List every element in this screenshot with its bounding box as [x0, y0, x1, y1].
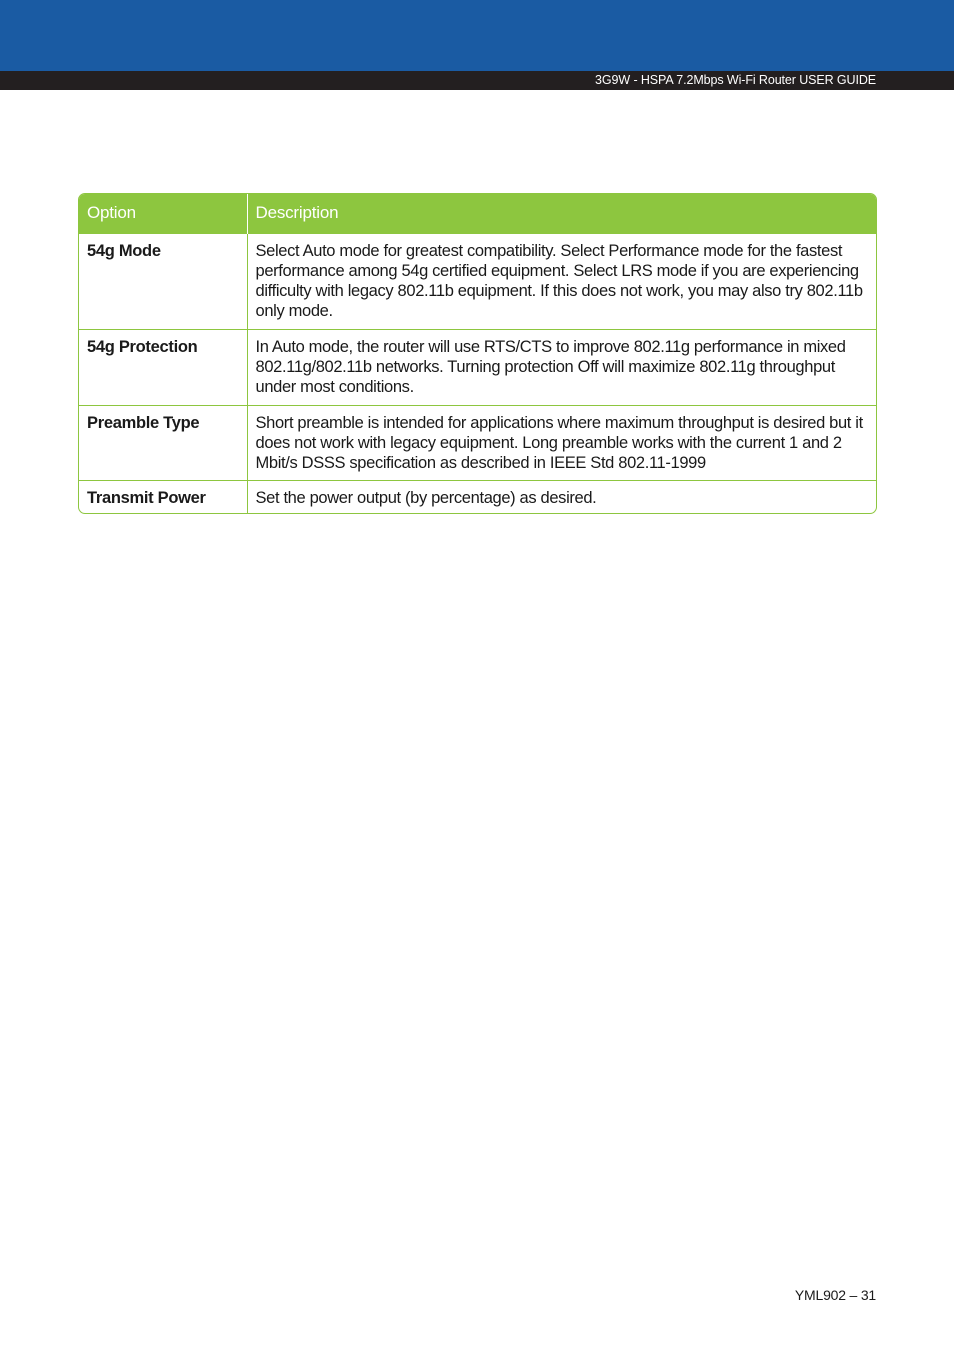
table-row [79, 329, 876, 405]
page-number: YML902 – 31 [794, 1287, 876, 1303]
table-row [79, 481, 876, 513]
table-row [79, 233, 876, 329]
table-row [79, 405, 876, 481]
description-cell: Select Auto mode for greatest compatibility. Select Performance mode for the fastest performance among 54g certified equipment. Select LRS mode if you are experiencing difficulty with legacy 802.11b equipment. If this does not work, you may also try 802.11b only mode. [247, 233, 876, 329]
option-cell: 54g Mode [79, 233, 247, 329]
option-cell: Preamble Type [79, 405, 247, 481]
description-cell: Set the power output (by percentage) as desired. [247, 481, 876, 513]
option-cell: 54g Protection [79, 329, 247, 405]
guide-title-bar [0, 71, 954, 90]
column-header-option: Option [79, 194, 247, 233]
table-header-row [79, 194, 876, 233]
guide-title: 3G9W - HSPA 7.2Mbps Wi-Fi Router USER GUIDE [595, 73, 876, 87]
option-cell: Transmit Power [79, 481, 247, 513]
options-table [78, 193, 877, 514]
description-cell: In Auto mode, the router will use RTS/CTS to improve 802.11g performance in mixed 802.11g/802.11b networks. Turning protection Off will maximize 802.11g throughput under most conditions. [247, 329, 876, 405]
header-band [0, 0, 954, 71]
column-header-description: Description [247, 194, 876, 233]
description-cell: Short preamble is intended for applications where maximum throughput is desired but it does not work with legacy equipment. Long preamble works with the current 1 and 2 Mbit/s DSSS specification as described in IEEE Std 802.11-1999 [247, 405, 876, 481]
